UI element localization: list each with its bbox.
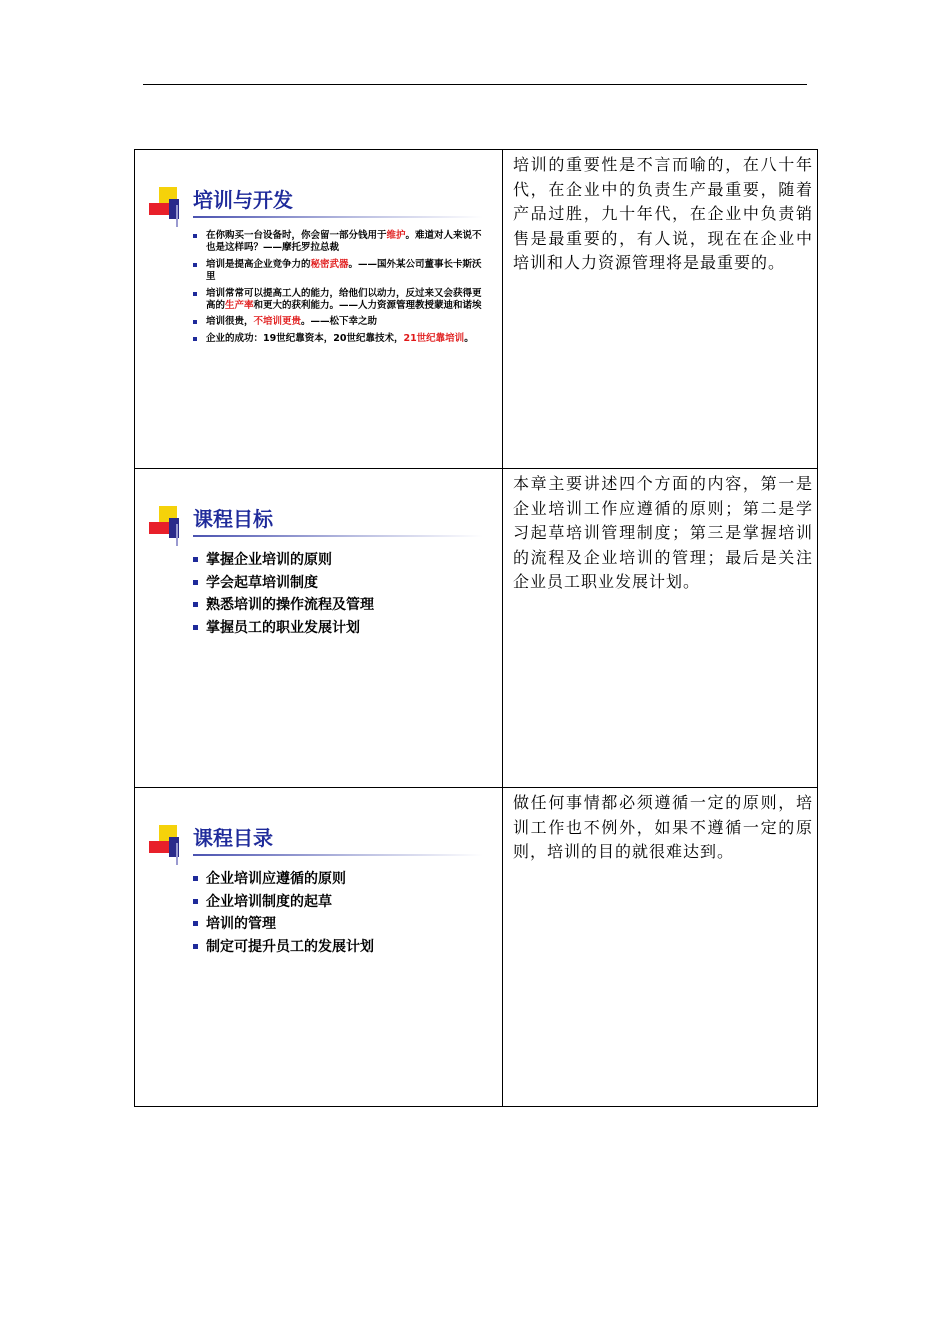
table-row [135,788,817,1106]
bullet-text: 培训的管理 [206,916,276,932]
bullet-text: 掌握员工的职业发展计划 [206,619,360,636]
bullet-text: 。 [464,332,474,344]
bullet-list [193,868,485,958]
bullet-item [193,594,485,617]
bullet-text: 掌握企业培训的原则 [206,552,332,568]
bullet-item [193,936,485,959]
square-bullet-icon [193,263,197,267]
bullet-item [193,230,485,255]
bullet-list [193,230,485,349]
square-bullet-icon [193,944,198,949]
table-row [135,469,817,788]
slide-decoration-icon [147,825,197,865]
slides-notes-table [134,149,818,1107]
slide-thumbnail [135,150,502,468]
emphasis-text: 维护 [386,230,406,241]
square-bullet-icon [193,337,197,341]
bullet-item [193,549,485,572]
title-underline [193,216,483,218]
slide-decoration-icon [147,187,197,227]
bullet-item [193,333,485,345]
bullet-text: 企业的成功：19世纪靠资本，20世纪靠技术， [206,332,404,344]
bullet-text: 制定可提升员工的发展计划 [206,938,374,955]
square-bullet-icon [193,876,198,881]
emphasis-text: 秘密武器 [310,258,349,270]
bullet-item [193,891,485,914]
bullet-text: 培训很贵， [206,316,254,328]
bullet-text: 企业培训制度的起草 [206,893,332,910]
bullet-item [193,288,485,313]
title-underline [193,535,483,537]
speaker-note: 培训的重要性是不言而喻的，在八十年代，在企业中的负责生产最重要，随着产品过胜，九十年代，在企业中负责销售是最重要的，有人说，现在在企业中培训和人力资源管理将是最重要的。 [513,155,813,273]
square-bullet-icon [193,625,198,630]
title-underline [193,854,483,856]
bullet-item [193,868,485,891]
column-divider [502,150,503,468]
slide-title: 课程目标 [193,507,273,531]
speaker-note: 本章主要讲述四个方面的内容，第一是企业培训工作应遵循的原则；第二是学习起草培训管理制度；第三是掌握培训的流程及企业培训的管理；最后是关注企业员工职业发展计划。 [513,474,813,592]
slide-title: 培训与开发 [193,188,293,212]
bullet-text: 学会起草培训制度 [206,574,318,591]
bullet-list [193,549,485,639]
square-bullet-icon [193,292,197,296]
column-divider [502,788,503,1106]
column-divider [502,469,503,787]
square-bullet-icon [193,899,198,904]
bullet-text: 和更大的获利能力。——人力资源管理教授蒙迪和诺埃 [253,300,482,312]
slide-thumbnail [135,788,502,1106]
bullet-text: 在你购买一台设备时，你会留一部分钱用于 [206,230,387,241]
square-bullet-icon [193,320,197,324]
square-bullet-icon [193,557,198,562]
emphasis-text: 21世纪靠培训 [403,332,465,344]
bullet-text: 。难道对人来说不也是这样吗？——摩托罗拉总裁 [206,230,482,254]
slide-thumbnail [135,469,502,787]
bullet-text: 。——国外某公司董事长卡斯沃里 [206,258,482,283]
table-row [135,150,817,469]
bullet-item [193,316,485,328]
bullet-text: 企业培训应遵循的原则 [206,871,346,887]
bullet-text: 。——松下幸之助 [301,316,378,328]
square-bullet-icon [193,602,198,607]
bullet-item [193,913,485,936]
bullet-item [193,259,485,284]
emphasis-text: 生产率 [225,300,254,312]
slide-decoration-icon [147,506,197,546]
header-rule [143,84,807,85]
square-bullet-icon [193,921,198,926]
bullet-text: 培训是提高企业竞争力的 [206,258,311,270]
bullet-text: 熟悉培训的操作流程及管理 [206,597,374,613]
square-bullet-icon [193,234,197,238]
emphasis-text: 不培训更贵 [253,316,302,328]
bullet-text: 培训常常可以提高工人的能力，给他们以动力，反过来又会获得更高的 [206,287,482,312]
slide-title: 课程目录 [193,826,273,850]
bullet-item [193,617,485,640]
speaker-note: 做任何事情都必须遵循一定的原则，培训工作也不例外，如果不遵循一定的原则，培训的目的就很难达到。 [513,793,813,862]
square-bullet-icon [193,580,198,585]
bullet-item [193,572,485,595]
